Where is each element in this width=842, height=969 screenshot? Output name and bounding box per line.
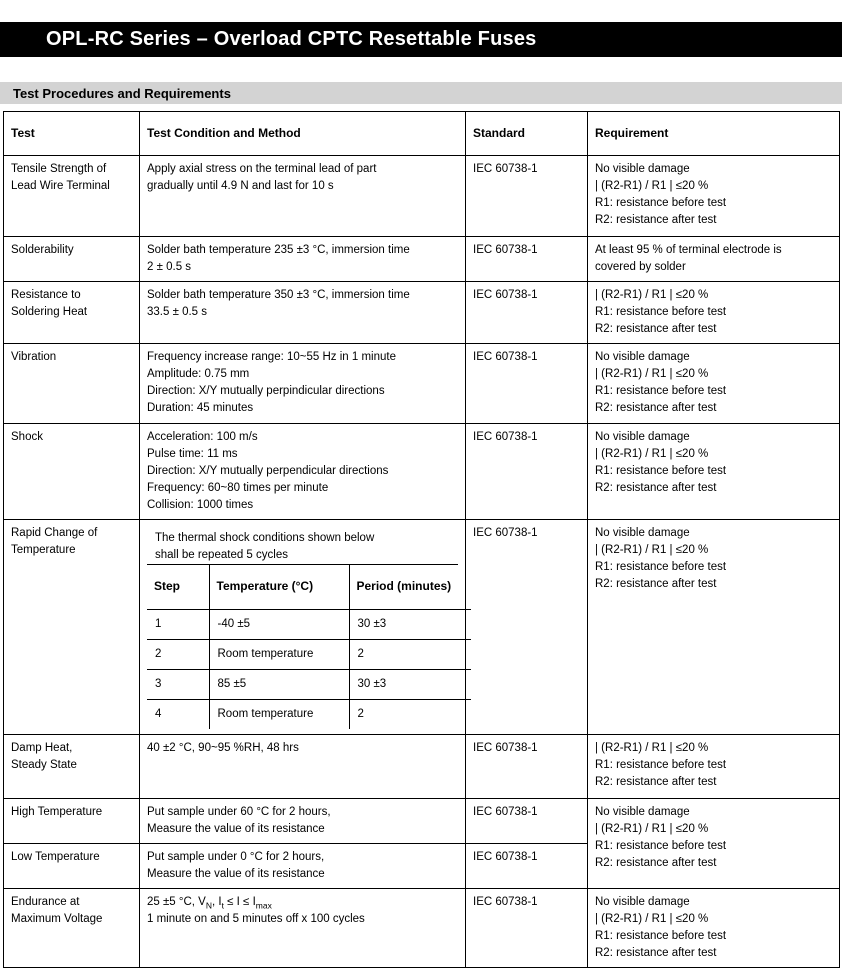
section-title: Test Procedures and Requirements [13,85,231,101]
condition-intro [147,525,458,565]
text-line: Direction: X/Y mutually perpindicular directions [147,385,385,397]
table-row-tensile-strength [4,156,840,237]
text-line: R2: resistance after test [595,578,717,590]
condition-cell [140,282,466,344]
period-cell: 30 ±3 [349,669,471,699]
text-line: Duration: 45 minutes [147,402,254,414]
condition-cell [140,344,466,424]
requirement-cell [588,156,840,237]
text-line: 1 minute on and 5 minutes off x 100 cycles [147,912,365,925]
standard-cell: IEC 60738-1 [466,424,588,520]
text-line: Resistance to [11,289,81,301]
text-line: High Temperature [11,805,103,818]
test-name-cell [4,843,140,888]
standard-cell: IEC 60738-1 [466,888,588,967]
test-name-cell [4,282,140,344]
requirement-cell [588,282,840,344]
text-line: No visible damage [595,431,690,443]
thermal-cycle-row [147,639,471,669]
text-line: Damp Heat, [11,741,73,754]
nested-column-header-period: Period (minutes) [349,565,471,609]
text-line: R1: resistance before test [595,385,727,397]
text-line: R2: resistance after test [595,214,717,226]
text-line: 33.5 ± 0.5 s [147,306,208,318]
requirement-cell [588,520,840,735]
requirement-cell [588,424,840,520]
text-line: No visible damage [595,895,690,908]
standard-cell: IEC 60738-1 [466,282,588,344]
requirement-cell [588,237,840,282]
thermal-cycle-row [147,609,471,639]
condition-cell [140,424,466,520]
thermal-cycle-header-row [147,565,471,609]
text-line: Solder bath temperature 350 ±3 °C, immersion time [147,289,410,301]
text-line: Endurance at [11,895,80,908]
test-name-cell [4,798,140,843]
standard-cell: IEC 60738-1 [466,798,588,843]
text-line: Steady State [11,758,77,771]
table-row-rapid-change-temperature [4,520,840,735]
standard-cell: IEC 60738-1 [466,843,588,888]
column-header-test: Test [4,112,140,156]
table-header-row [4,112,840,156]
text-line: Put sample under 0 °C for 2 hours, [147,850,325,863]
text-line: Apply axial stress on the terminal lead of part [147,163,377,175]
table-row-solderability [4,237,840,282]
period-cell: 30 ±3 [349,609,471,639]
condition-cell [140,798,466,843]
column-header-requirement: Requirement [588,112,840,156]
period-cell: 2 [357,707,364,720]
text-line: Collision: 1000 times [147,499,254,511]
text-line: covered by solder [595,261,686,273]
section-header-bar [0,82,842,104]
text-line: | (R2-R1) / R1 | ≤20 % [595,822,709,835]
text-line: R1: resistance before test [595,306,727,318]
text-line: Measure the value of its resistance [147,867,325,880]
text-line: Solderability [11,244,74,256]
text-line: gradually until 4.9 N and last for 10 s [147,180,334,192]
temperature-cell: Room temperature [209,699,349,729]
text-line: Amplitude: 0.75 mm [147,368,250,380]
text-line: R1: resistance before test [595,839,727,852]
text-line: 2 ± 0.5 s [147,261,192,273]
text-line: Low Temperature [11,850,100,863]
datasheet-page [0,22,842,969]
text-line: Frequency: 60~80 times per minute [147,482,329,494]
step-cell: 3 [147,669,209,699]
text-line: No visible damage [595,163,690,175]
period-cell: 2 [349,639,471,669]
test-name-cell [4,734,140,798]
text-line: Shock [11,431,43,443]
test-name-cell [4,156,140,237]
text-line: Maximum Voltage [11,912,103,925]
text-line: 40 ±2 °C, 90~95 %RH, 48 hrs [147,741,299,754]
text-line: No visible damage [595,351,690,363]
text-line: Solder bath temperature 235 ±3 °C, immersion time [147,244,410,256]
text-line: R2: resistance after test [595,323,717,335]
text-line: | (R2-R1) / R1 | ≤20 % [595,741,709,754]
table-row-resistance-soldering-heat [4,282,840,344]
step-cell: 1 [147,609,209,639]
condition-cell [140,520,466,735]
condition-cell [140,734,466,798]
text-line: R2: resistance after test [595,775,717,788]
temperature-cell: 85 ±5 [209,669,349,699]
text-line: Soldering Heat [11,306,88,318]
text-line: Pulse time: 11 ms [147,448,238,460]
temperature-cell: -40 ±5 [209,609,349,639]
table-row-high-temperature [4,798,840,843]
text-line: Temperature [11,544,76,556]
condition-cell [140,888,466,967]
text-line: No visible damage [595,527,690,539]
requirement-cell [588,734,840,798]
text-line: | (R2-R1) / R1 | ≤20 % [595,912,709,925]
requirement-cell [588,344,840,424]
condition-cell [140,156,466,237]
column-header-standard: Standard [466,112,588,156]
thermal-cycle-row [147,699,471,729]
text-line: R2: resistance after test [595,946,717,959]
standard-cell: IEC 60738-1 [466,344,588,424]
text-line: Direction: X/Y mutually perpendicular directions [147,465,389,477]
title-bar [0,22,842,57]
text-line: Vibration [11,351,57,363]
thermal-cycle-row [147,669,471,699]
column-header-condition: Test Condition and Method [140,112,466,156]
text-line: Put sample under 60 °C for 2 hours, [147,805,331,818]
test-name-cell [4,520,140,735]
nested-column-header-temperature: Temperature (°C) [209,565,349,609]
table-row-endurance-maximum-voltage [4,888,840,967]
text-line: Tensile Strength of [11,163,107,175]
table-row-vibration [4,344,840,424]
requirement-cell [588,798,840,888]
text-line: | (R2-R1) / R1 | ≤20 % [595,448,709,460]
text-line: R1: resistance before test [595,561,727,573]
table-row-damp-heat [4,734,840,798]
text-line: R1: resistance before test [595,465,727,477]
temperature-cell: Room temperature [209,639,349,669]
standard-cell: IEC 60738-1 [466,156,588,237]
test-procedures-table [3,111,840,968]
text-line: R1: resistance before test [595,758,727,771]
test-name-cell [4,888,140,967]
text-line: R1: resistance before test [595,929,727,942]
text-line: R2: resistance after test [595,856,717,869]
text-line: | (R2-R1) / R1 | ≤20 % [595,368,709,380]
text-line: | (R2-R1) / R1 | ≤20 % [595,289,709,301]
test-name-cell [4,237,140,282]
text-line: The thermal shock conditions shown below [155,532,375,544]
text-line: R2: resistance after test [595,482,717,494]
text-line: Rapid Change of [11,527,98,539]
text-line: Acceleration: 100 m/s [147,431,258,443]
condition-formula-line: 25 ±5 °C, $V_N$, $I_t \le I \le I_{max}$ [147,895,272,910]
text-line: | (R2-R1) / R1 | ≤20 % [595,180,709,192]
condition-cell [140,237,466,282]
text-line: No visible damage [595,805,690,818]
text-line: R1: resistance before test [595,197,727,209]
text-line: Lead Wire Terminal [11,180,110,192]
standard-cell: IEC 60738-1 [466,237,588,282]
condition-cell [140,843,466,888]
nested-column-header-step: Step [147,565,209,609]
text-line: R2: resistance after test [595,402,717,414]
step-cell: 4 [147,699,209,729]
text-line: shall be repeated 5 cycles [155,549,288,561]
table-row-shock [4,424,840,520]
text-line: Measure the value of its resistance [147,822,325,835]
text-line: Frequency increase range: 10~55 Hz in 1 minute [147,351,396,363]
test-name-cell [4,344,140,424]
thermal-cycle-table [147,565,471,729]
standard-cell: IEC 60738-1 [466,520,588,735]
text-line: | (R2-R1) / R1 | ≤20 % [595,544,709,556]
standard-cell: IEC 60738-1 [466,734,588,798]
test-name-cell [4,424,140,520]
requirement-cell [588,888,840,967]
page-title: OPL-RC Series – Overload CPTC Resettable Fuses [46,28,537,50]
text-line: At least 95 % of terminal electrode is [595,244,782,256]
step-cell: 2 [147,639,209,669]
